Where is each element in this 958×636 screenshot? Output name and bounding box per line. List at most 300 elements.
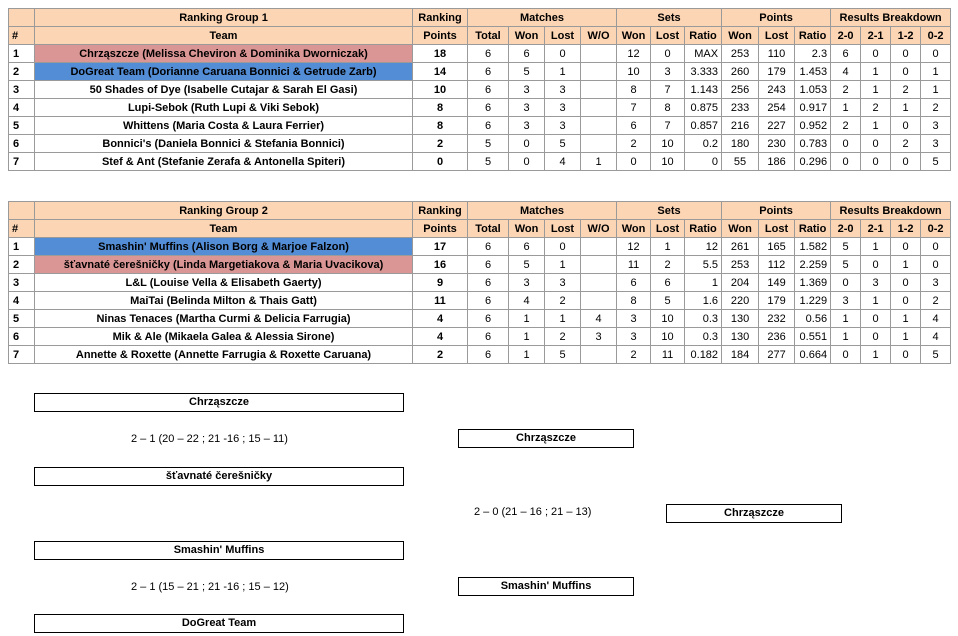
- sets-header: Sets: [617, 202, 722, 220]
- col-header-matches-lost: Lost: [545, 220, 581, 238]
- cell-points-ratio: 1.053: [795, 81, 831, 99]
- table-row: [9, 274, 951, 292]
- cell-points-ratio: 1.453: [795, 63, 831, 81]
- cell-sets-won: 12: [617, 45, 651, 63]
- ranking-header: Ranking: [413, 202, 468, 220]
- cell-rank-num: 2: [9, 256, 35, 274]
- cell-bd-2-0: 0: [831, 153, 861, 171]
- cell-sets-ratio: 0: [685, 153, 722, 171]
- cell-bd-1-2: 1: [891, 99, 921, 117]
- table-row: [9, 117, 951, 135]
- cell-points-won: 204: [722, 274, 759, 292]
- cell-points-won: 233: [722, 99, 759, 117]
- cell-points-ratio: 1.229: [795, 292, 831, 310]
- table-row: [9, 292, 951, 310]
- cell-sets-ratio: MAX: [685, 45, 722, 63]
- table-row: [9, 328, 951, 346]
- cell-matches-won: 6: [509, 45, 545, 63]
- cell-sets-won: 8: [617, 81, 651, 99]
- cell-bd-2-1: 1: [861, 346, 891, 364]
- cell-sets-won: 6: [617, 117, 651, 135]
- cell-bd-2-1: 1: [861, 117, 891, 135]
- cell-points-ratio: 0.664: [795, 346, 831, 364]
- cell-points-lost: 243: [759, 81, 795, 99]
- semifinal-1-winner: Chrząszcze: [458, 429, 634, 448]
- cell-points: 9: [413, 274, 468, 292]
- cell-bd-2-1: 1: [861, 81, 891, 99]
- cell-bd-2-0: 2: [831, 81, 861, 99]
- cell-sets-won: 12: [617, 238, 651, 256]
- cell-points: 11: [413, 292, 468, 310]
- cell-points-won: 180: [722, 135, 759, 153]
- cell-sets-won: 3: [617, 328, 651, 346]
- column-header-row: [9, 27, 951, 45]
- cell-matches-total: 6: [468, 292, 509, 310]
- cell-points: 17: [413, 238, 468, 256]
- cell-matches-won: 3: [509, 274, 545, 292]
- cell-matches-lost: 1: [545, 63, 581, 81]
- semifinal-2-team-1: Smashin' Muffins: [34, 541, 404, 560]
- cell-points-lost: 165: [759, 238, 795, 256]
- table-row: [9, 310, 951, 328]
- cell-rank-num: 7: [9, 346, 35, 364]
- group-title: Ranking Group 1: [35, 9, 413, 27]
- col-header-bd-2-1: 2-1: [861, 220, 891, 238]
- cell-matches-lost: 5: [545, 135, 581, 153]
- cell-matches-wo: [581, 135, 617, 153]
- cell-sets-ratio: 0.857: [685, 117, 722, 135]
- cell-sets-lost: 6: [651, 274, 685, 292]
- col-header-points-lost: Lost: [759, 27, 795, 45]
- cell-sets-lost: 8: [651, 99, 685, 117]
- group-header-row: [9, 202, 951, 220]
- cell-points-lost: 179: [759, 63, 795, 81]
- cell-matches-lost: 3: [545, 117, 581, 135]
- cell-bd-2-0: 0: [831, 135, 861, 153]
- cell-sets-lost: 1: [651, 238, 685, 256]
- cell-bd-2-1: 1: [861, 238, 891, 256]
- cell-matches-lost: 0: [545, 238, 581, 256]
- cell-bd-2-0: 5: [831, 238, 861, 256]
- cell-sets-ratio: 0.3: [685, 310, 722, 328]
- cell-sets-lost: 11: [651, 346, 685, 364]
- cell-bd-2-1: 0: [861, 310, 891, 328]
- col-header-points: Points: [413, 220, 468, 238]
- cell-bd-0-2: 5: [921, 153, 951, 171]
- cell-team: Lupi-Sebok (Ruth Lupi & Viki Sebok): [35, 99, 413, 117]
- cell-bd-0-2: 4: [921, 328, 951, 346]
- col-header-matches-total: Total: [468, 27, 509, 45]
- cell-bd-2-0: 0: [831, 274, 861, 292]
- final-score: 2 – 0 (21 – 16 ; 21 – 13): [474, 506, 592, 518]
- group-title: Ranking Group 2: [35, 202, 413, 220]
- cell-points-ratio: 0.551: [795, 328, 831, 346]
- cell-team: Bonnici's (Daniela Bonnici & Stefania Bonnici): [35, 135, 413, 153]
- col-header-matches-lost: Lost: [545, 27, 581, 45]
- col-header-team: Team: [35, 27, 413, 45]
- cell-rank-num: 3: [9, 81, 35, 99]
- cell-sets-ratio: 1.143: [685, 81, 722, 99]
- col-header-sets-won: Won: [617, 27, 651, 45]
- cell-rank-num: 5: [9, 117, 35, 135]
- cell-bd-1-2: 1: [891, 256, 921, 274]
- cell-bd-1-2: 2: [891, 135, 921, 153]
- col-header-rank-num: #: [9, 220, 35, 238]
- cell-bd-1-2: 0: [891, 292, 921, 310]
- cell-matches-won: 6: [509, 238, 545, 256]
- points-header: Points: [722, 202, 831, 220]
- cell-points-won: 260: [722, 63, 759, 81]
- cell-sets-won: 0: [617, 153, 651, 171]
- cell-points: 16: [413, 256, 468, 274]
- cell-matches-lost: 3: [545, 81, 581, 99]
- cell-points-won: 130: [722, 328, 759, 346]
- col-header-matches-total: Total: [468, 220, 509, 238]
- cell-points-ratio: 0.783: [795, 135, 831, 153]
- cell-matches-wo: [581, 63, 617, 81]
- ranking-group-2-table: [8, 201, 951, 364]
- cell-matches-lost: 4: [545, 153, 581, 171]
- cell-rank-num: 7: [9, 153, 35, 171]
- cell-bd-2-0: 1: [831, 310, 861, 328]
- ranking-header: Ranking: [413, 9, 468, 27]
- cell-matches-won: 1: [509, 328, 545, 346]
- cell-team: Ninas Tenaces (Martha Curmi & Delicia Farrugia): [35, 310, 413, 328]
- cell-matches-lost: 3: [545, 274, 581, 292]
- cell-sets-ratio: 0.3: [685, 328, 722, 346]
- cell-matches-wo: [581, 81, 617, 99]
- cell-matches-wo: [581, 99, 617, 117]
- cell-points: 8: [413, 117, 468, 135]
- cell-sets-won: 3: [617, 310, 651, 328]
- cell-bd-0-2: 2: [921, 99, 951, 117]
- cell-matches-lost: 1: [545, 256, 581, 274]
- cell-matches-wo: 1: [581, 153, 617, 171]
- cell-matches-lost: 0: [545, 45, 581, 63]
- cell-points-won: 216: [722, 117, 759, 135]
- cell-points-ratio: 0.296: [795, 153, 831, 171]
- col-header-points-ratio: Ratio: [795, 27, 831, 45]
- cell-matches-total: 5: [468, 135, 509, 153]
- cell-points-won: 184: [722, 346, 759, 364]
- cell-matches-total: 6: [468, 346, 509, 364]
- cell-bd-0-2: 2: [921, 292, 951, 310]
- cell-sets-lost: 10: [651, 153, 685, 171]
- cell-points-ratio: 1.582: [795, 238, 831, 256]
- col-header-matches-won: Won: [509, 27, 545, 45]
- col-header-bd-1-2: 1-2: [891, 27, 921, 45]
- cell-matches-total: 6: [468, 328, 509, 346]
- cell-sets-won: 2: [617, 346, 651, 364]
- cell-sets-ratio: 0.182: [685, 346, 722, 364]
- ranking-group-1-table: [8, 8, 951, 171]
- sets-header: Sets: [617, 9, 722, 27]
- cell-bd-2-0: 1: [831, 99, 861, 117]
- col-header-sets-lost: Lost: [651, 27, 685, 45]
- cell-bd-0-2: 0: [921, 238, 951, 256]
- cell-bd-1-2: 0: [891, 153, 921, 171]
- cell-matches-wo: [581, 45, 617, 63]
- cell-bd-2-0: 3: [831, 292, 861, 310]
- cell-matches-wo: [581, 238, 617, 256]
- table-row: [9, 135, 951, 153]
- cell-bd-2-1: 0: [861, 135, 891, 153]
- table-body: [9, 238, 951, 364]
- cell-matches-lost: 2: [545, 292, 581, 310]
- cell-team: Stef & Ant (Stefanie Zerafa & Antonella Spiteri): [35, 153, 413, 171]
- cell-matches-lost: 3: [545, 99, 581, 117]
- cell-sets-ratio: 12: [685, 238, 722, 256]
- table-row: [9, 346, 951, 364]
- cell-points-lost: 277: [759, 346, 795, 364]
- cell-bd-1-2: 0: [891, 63, 921, 81]
- col-header-bd-1-2: 1-2: [891, 220, 921, 238]
- cell-points-lost: 110: [759, 45, 795, 63]
- cell-points-lost: 227: [759, 117, 795, 135]
- cell-points: 10: [413, 81, 468, 99]
- cell-matches-wo: [581, 117, 617, 135]
- cell-bd-0-2: 0: [921, 45, 951, 63]
- col-header-bd-0-2: 0-2: [921, 220, 951, 238]
- semifinal-2-winner: Smashin' Muffins: [458, 577, 634, 596]
- cell-points-ratio: 1.369: [795, 274, 831, 292]
- cell-points-ratio: 2.3: [795, 45, 831, 63]
- cell-points-lost: 230: [759, 135, 795, 153]
- cell-rank-num: 4: [9, 99, 35, 117]
- cell-matches-wo: [581, 346, 617, 364]
- cell-bd-1-2: 0: [891, 238, 921, 256]
- cell-matches-won: 5: [509, 256, 545, 274]
- col-header-points-won: Won: [722, 220, 759, 238]
- cell-team: Smashin' Muffins (Alison Borg & Marjoe Falzon): [35, 238, 413, 256]
- cell-bd-2-0: 5: [831, 256, 861, 274]
- col-header-sets-ratio: Ratio: [685, 220, 722, 238]
- cell-team: L&L (Louise Vella & Elisabeth Gaerty): [35, 274, 413, 292]
- column-header-row: [9, 220, 951, 238]
- cell-sets-lost: 7: [651, 117, 685, 135]
- cell-matches-won: 3: [509, 99, 545, 117]
- cell-sets-won: 2: [617, 135, 651, 153]
- cell-bd-2-1: 1: [861, 63, 891, 81]
- cell-matches-won: 0: [509, 135, 545, 153]
- cell-bd-1-2: 2: [891, 81, 921, 99]
- cell-matches-lost: 5: [545, 346, 581, 364]
- cell-matches-won: 1: [509, 346, 545, 364]
- cell-points: 14: [413, 63, 468, 81]
- cell-matches-total: 6: [468, 256, 509, 274]
- cell-sets-ratio: 1: [685, 274, 722, 292]
- table-row: [9, 238, 951, 256]
- cell-matches-wo: 3: [581, 328, 617, 346]
- matches-header: Matches: [468, 202, 617, 220]
- cell-rank-num: 1: [9, 238, 35, 256]
- cell-sets-lost: 10: [651, 310, 685, 328]
- cell-bd-1-2: 0: [891, 346, 921, 364]
- semifinal-1-team-1: Chrząszcze: [34, 393, 404, 412]
- cell-matches-total: 6: [468, 81, 509, 99]
- cell-points-lost: 236: [759, 328, 795, 346]
- cell-sets-lost: 5: [651, 292, 685, 310]
- cell-sets-ratio: 1.6: [685, 292, 722, 310]
- cell-bd-1-2: 0: [891, 274, 921, 292]
- cell-points-won: 253: [722, 256, 759, 274]
- cell-matches-total: 6: [468, 45, 509, 63]
- cell-points-won: 261: [722, 238, 759, 256]
- col-header-bd-2-0: 2-0: [831, 27, 861, 45]
- cell-team: Mik & Ale (Mikaela Galea & Alessia Sirone): [35, 328, 413, 346]
- cell-sets-lost: 2: [651, 256, 685, 274]
- cell-rank-num: 6: [9, 328, 35, 346]
- cell-team: Whittens (Maria Costa & Laura Ferrier): [35, 117, 413, 135]
- col-header-points-won: Won: [722, 27, 759, 45]
- cell-matches-won: 3: [509, 117, 545, 135]
- cell-sets-won: 11: [617, 256, 651, 274]
- semifinal-2-team-2: DoGreat Team: [34, 614, 404, 633]
- cell-sets-won: 6: [617, 274, 651, 292]
- cell-points-won: 253: [722, 45, 759, 63]
- cell-bd-2-1: 0: [861, 153, 891, 171]
- cell-points-lost: 149: [759, 274, 795, 292]
- cell-points-ratio: 2.259: [795, 256, 831, 274]
- cell-points: 4: [413, 310, 468, 328]
- cell-bd-2-1: 0: [861, 256, 891, 274]
- cell-bd-0-2: 3: [921, 117, 951, 135]
- cell-matches-won: 3: [509, 81, 545, 99]
- col-header-matches-wo: W/O: [581, 27, 617, 45]
- cell-points-won: 256: [722, 81, 759, 99]
- cell-bd-1-2: 1: [891, 328, 921, 346]
- cell-team: MaiTai (Belinda Milton & Thais Gatt): [35, 292, 413, 310]
- cell-bd-2-0: 1: [831, 328, 861, 346]
- semifinal-2-score: 2 – 1 (15 – 21 ; 21 -16 ; 15 – 12): [131, 581, 289, 593]
- cell-points-lost: 254: [759, 99, 795, 117]
- cell-matches-wo: 4: [581, 310, 617, 328]
- group-header-row: [9, 9, 951, 27]
- semifinal-1-team-2: šťavnaté čerešničky: [34, 467, 404, 486]
- cell-team: šťavnaté čerešničky (Linda Margetiakova & Maria Uvacikova): [35, 256, 413, 274]
- table-row: [9, 45, 951, 63]
- cell-points-lost: 232: [759, 310, 795, 328]
- col-header-rank-num: #: [9, 27, 35, 45]
- cell-rank-num: 3: [9, 274, 35, 292]
- cell-rank-num: 6: [9, 135, 35, 153]
- cell-team: Chrząszcze (Melissa Cheviron & Dominika Dworniczak): [35, 45, 413, 63]
- cell-rank-num: 4: [9, 292, 35, 310]
- cell-bd-2-0: 0: [831, 346, 861, 364]
- cell-matches-wo: [581, 292, 617, 310]
- table-row: [9, 256, 951, 274]
- cell-points-won: 130: [722, 310, 759, 328]
- cell-points: 0: [413, 153, 468, 171]
- cell-bd-2-0: 6: [831, 45, 861, 63]
- cell-points-lost: 186: [759, 153, 795, 171]
- cell-matches-total: 6: [468, 238, 509, 256]
- points-header: Points: [722, 9, 831, 27]
- cell-points-ratio: 0.56: [795, 310, 831, 328]
- breakdown-header: Results Breakdown: [831, 202, 951, 220]
- cell-matches-wo: [581, 256, 617, 274]
- cell-bd-0-2: 0: [921, 256, 951, 274]
- cell-points: 8: [413, 99, 468, 117]
- cell-matches-total: 6: [468, 274, 509, 292]
- cell-sets-won: 7: [617, 99, 651, 117]
- cell-bd-0-2: 5: [921, 346, 951, 364]
- cell-bd-0-2: 3: [921, 274, 951, 292]
- cell-points-lost: 179: [759, 292, 795, 310]
- champion: Chrząszcze: [666, 504, 842, 523]
- cell-sets-lost: 0: [651, 45, 685, 63]
- cell-bd-2-0: 4: [831, 63, 861, 81]
- cell-bd-0-2: 3: [921, 135, 951, 153]
- cell-sets-lost: 10: [651, 135, 685, 153]
- matches-header: Matches: [468, 9, 617, 27]
- col-header-matches-won: Won: [509, 220, 545, 238]
- col-header-points: Points: [413, 27, 468, 45]
- cell-sets-lost: 10: [651, 328, 685, 346]
- cell-points-won: 55: [722, 153, 759, 171]
- cell-points: 2: [413, 346, 468, 364]
- cell-points: 4: [413, 328, 468, 346]
- col-header-bd-2-1: 2-1: [861, 27, 891, 45]
- cell-matches-won: 0: [509, 153, 545, 171]
- cell-bd-2-1: 0: [861, 328, 891, 346]
- cell-sets-ratio: 3.333: [685, 63, 722, 81]
- cell-bd-2-1: 2: [861, 99, 891, 117]
- semifinal-1-score: 2 – 1 (20 – 22 ; 21 -16 ; 15 – 11): [131, 433, 288, 445]
- cell-sets-won: 8: [617, 292, 651, 310]
- cell-matches-won: 1: [509, 310, 545, 328]
- table-row: [9, 153, 951, 171]
- cell-bd-1-2: 0: [891, 117, 921, 135]
- cell-team: 50 Shades of Dye (Isabelle Cutajar & Sarah El Gasi): [35, 81, 413, 99]
- table-row: [9, 99, 951, 117]
- cell-matches-total: 6: [468, 310, 509, 328]
- cell-sets-won: 10: [617, 63, 651, 81]
- cell-points-won: 220: [722, 292, 759, 310]
- cell-bd-2-1: 1: [861, 292, 891, 310]
- cell-matches-lost: 2: [545, 328, 581, 346]
- table-row: [9, 81, 951, 99]
- table-row: [9, 63, 951, 81]
- cell-matches-won: 4: [509, 292, 545, 310]
- cell-sets-lost: 3: [651, 63, 685, 81]
- cell-sets-lost: 7: [651, 81, 685, 99]
- col-header-bd-0-2: 0-2: [921, 27, 951, 45]
- cell-sets-ratio: 5.5: [685, 256, 722, 274]
- cell-rank-num: 1: [9, 45, 35, 63]
- cell-matches-won: 5: [509, 63, 545, 81]
- cell-points-ratio: 0.952: [795, 117, 831, 135]
- cell-matches-total: 6: [468, 63, 509, 81]
- cell-bd-2-1: 0: [861, 45, 891, 63]
- col-header-bd-2-0: 2-0: [831, 220, 861, 238]
- cell-bd-1-2: 0: [891, 45, 921, 63]
- table-body: [9, 45, 951, 171]
- cell-team: Annette & Roxette (Annette Farrugia & Roxette Caruana): [35, 346, 413, 364]
- cell-matches-wo: [581, 274, 617, 292]
- cell-bd-2-0: 2: [831, 117, 861, 135]
- cell-points-ratio: 0.917: [795, 99, 831, 117]
- breakdown-header: Results Breakdown: [831, 9, 951, 27]
- cell-points: 2: [413, 135, 468, 153]
- cell-bd-0-2: 1: [921, 81, 951, 99]
- cell-bd-0-2: 4: [921, 310, 951, 328]
- cell-matches-total: 6: [468, 99, 509, 117]
- cell-bd-0-2: 1: [921, 63, 951, 81]
- cell-sets-ratio: 0.2: [685, 135, 722, 153]
- cell-matches-total: 6: [468, 117, 509, 135]
- col-header-sets-ratio: Ratio: [685, 27, 722, 45]
